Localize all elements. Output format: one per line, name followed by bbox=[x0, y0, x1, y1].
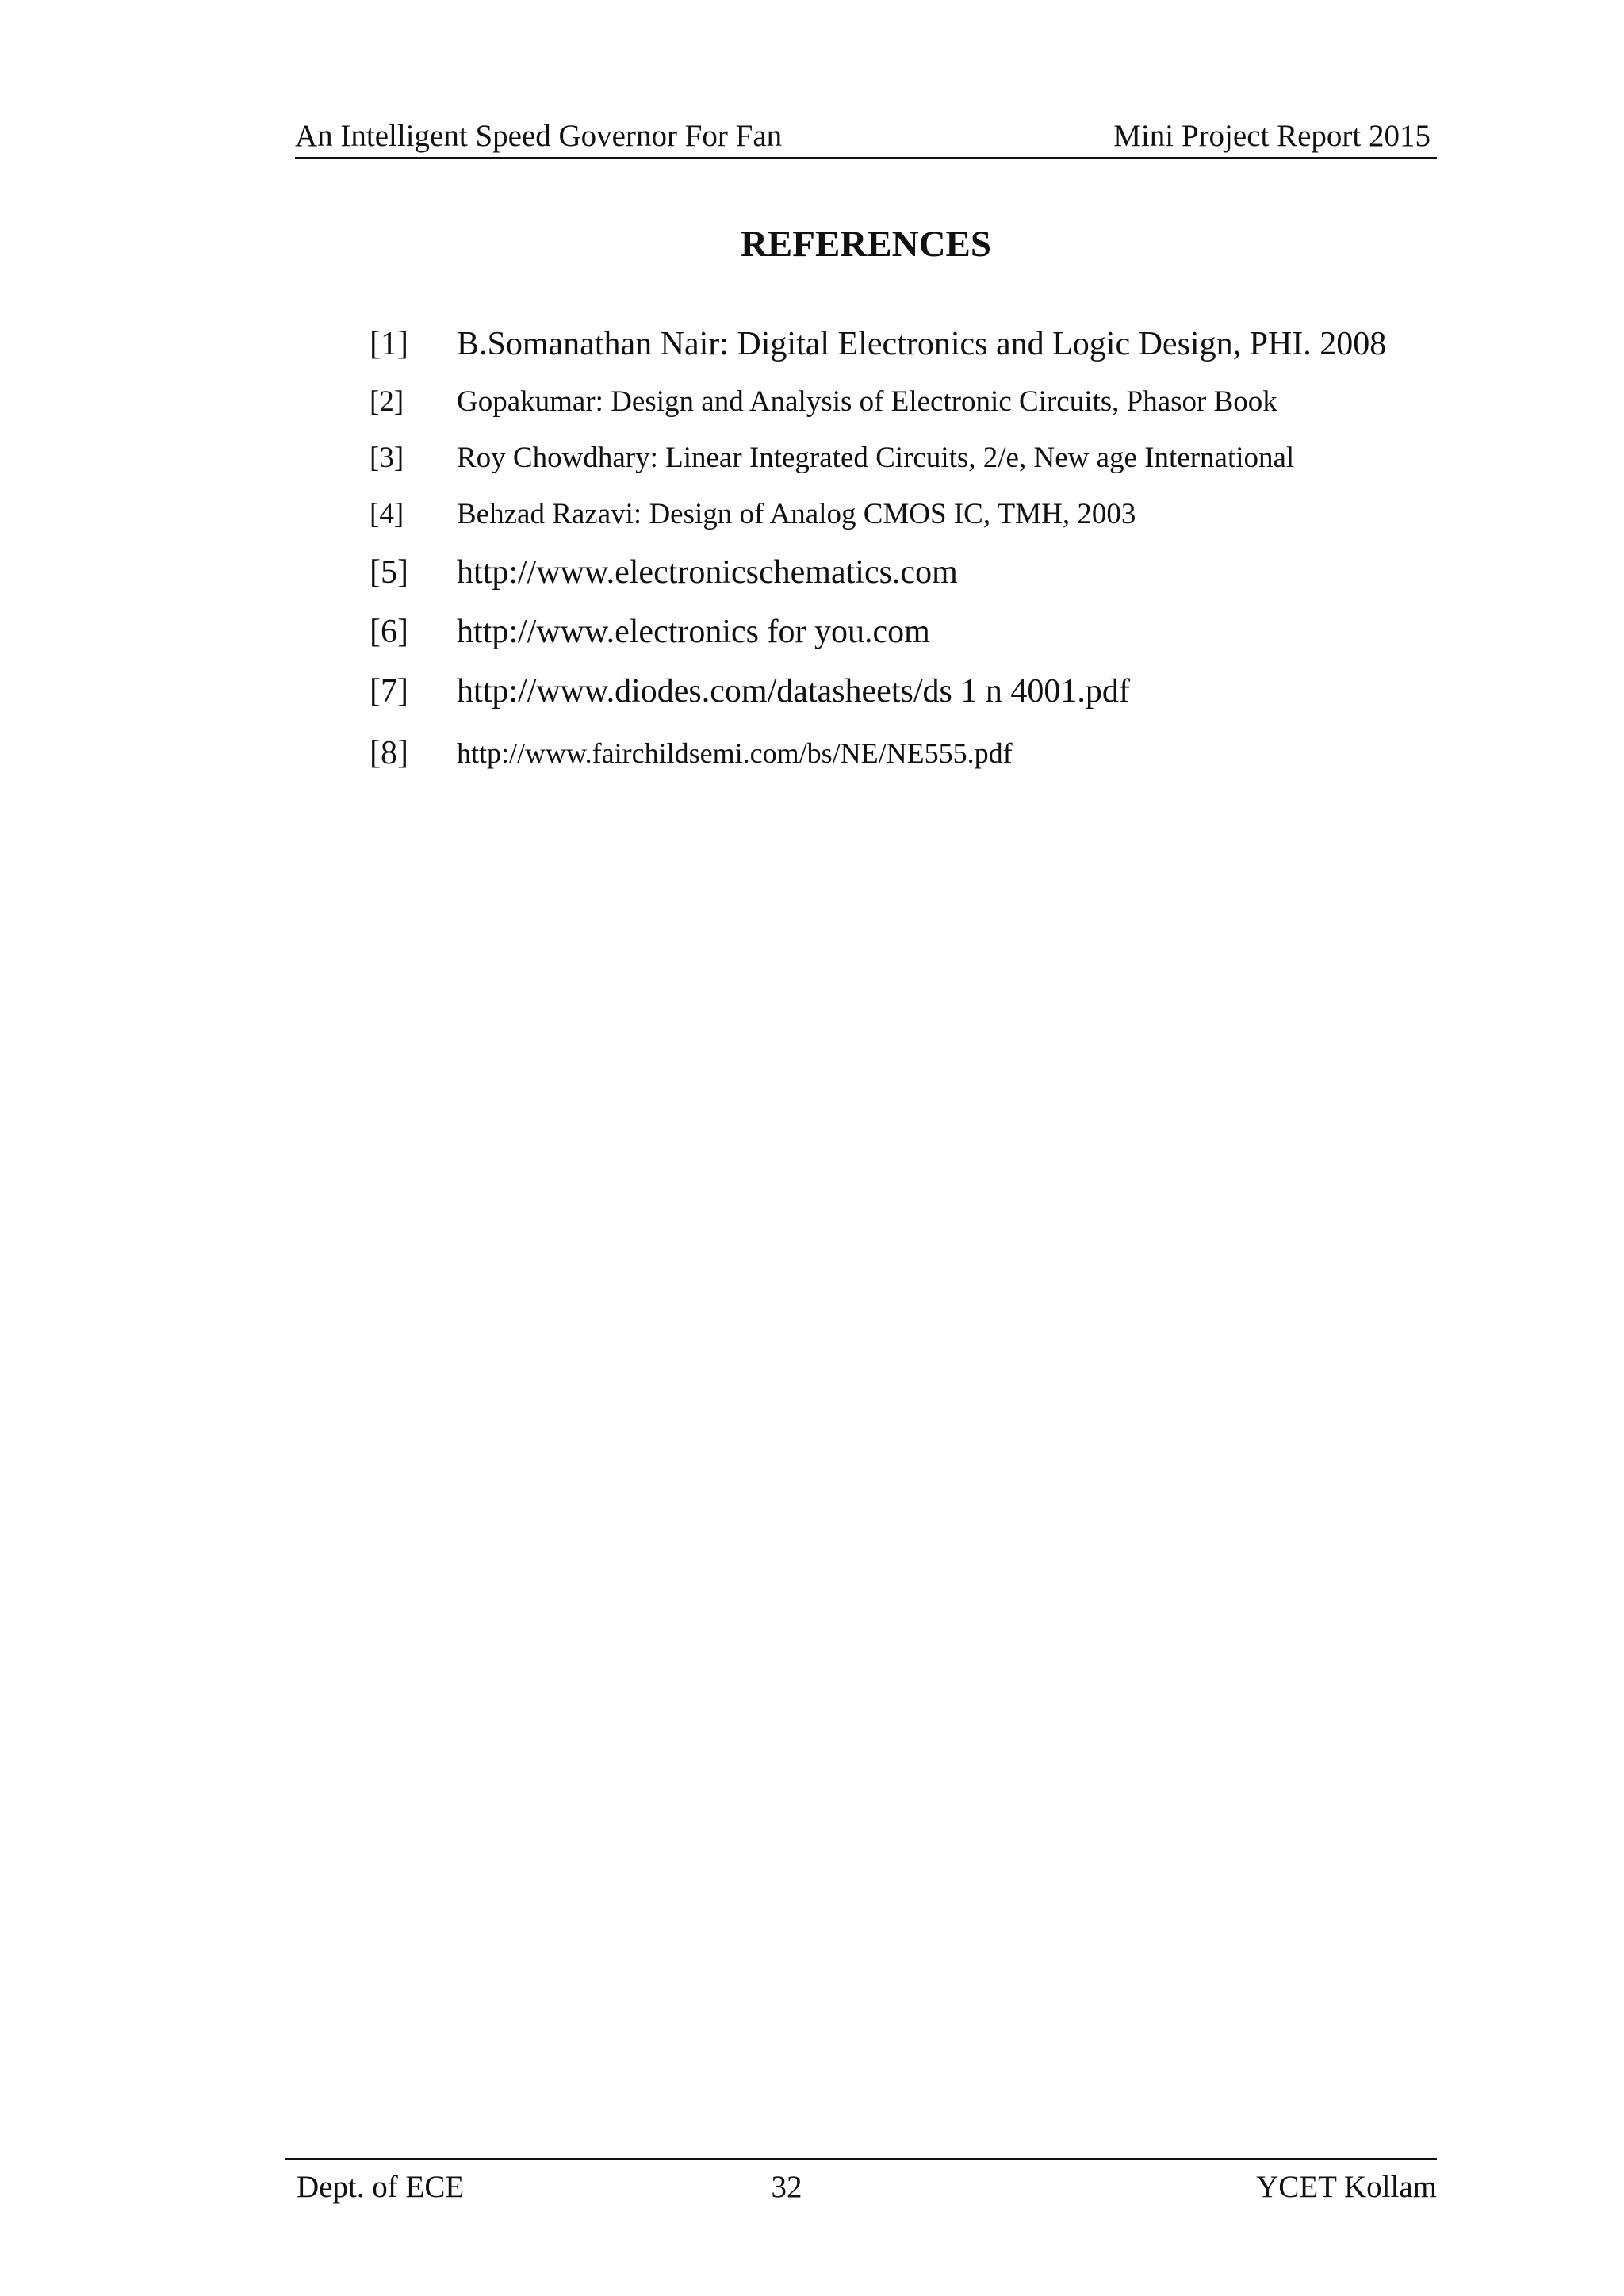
reference-number: [6] bbox=[370, 614, 408, 650]
reference-number: [8] bbox=[370, 735, 408, 771]
reference-text: http://www.fairchildsemi.com/bs/NE/NE555.pdf bbox=[457, 737, 1013, 769]
page-number: 32 bbox=[771, 2170, 802, 2204]
page-title: REFERENCES bbox=[740, 224, 991, 265]
reference-number: [3] bbox=[370, 442, 404, 474]
reference-text: http://www.diodes.com/datasheets/ds 1 n 4001.pdf bbox=[457, 673, 1130, 710]
reference-text: B.Somanathan Nair: Digital Electronics and Logic Design, PHI. 2008 bbox=[457, 326, 1387, 362]
reference-item bbox=[370, 610, 1440, 657]
reference-text: Behzad Razavi: Design of Analog CMOS IC, TMH, 2003 bbox=[457, 498, 1136, 530]
reference-text: http://www.electronicschematics.com bbox=[457, 554, 958, 591]
reference-item bbox=[370, 731, 1440, 779]
reference-number: [7] bbox=[370, 673, 408, 710]
reference-number: [4] bbox=[370, 498, 404, 530]
page-footer bbox=[285, 2158, 1437, 2208]
reference-number: [2] bbox=[370, 385, 404, 418]
reference-text: http://www.electronics for you.com bbox=[457, 614, 930, 650]
header-document-title: An Intelligent Speed Governor For Fan bbox=[295, 119, 783, 153]
footer-institution: YCET Kollam bbox=[1256, 2170, 1437, 2204]
footer-department: Dept. of ECE bbox=[297, 2170, 465, 2204]
reference-text: Gopakumar: Design and Analysis of Electronic Circuits, Phasor Book bbox=[457, 385, 1277, 418]
reference-item bbox=[370, 495, 1440, 542]
reference-item bbox=[370, 550, 1440, 598]
reference-text: Roy Chowdhary: Linear Integrated Circuits, 2/e, New age International bbox=[457, 442, 1295, 474]
reference-item bbox=[370, 669, 1440, 717]
header-report-label: Mini Project Report 2015 bbox=[1113, 119, 1431, 153]
reference-number: [5] bbox=[370, 554, 408, 591]
reference-item bbox=[370, 322, 1440, 369]
reference-number: [1] bbox=[370, 326, 408, 362]
reference-item bbox=[370, 438, 1440, 486]
page-header bbox=[295, 116, 1437, 159]
reference-item bbox=[370, 382, 1440, 430]
